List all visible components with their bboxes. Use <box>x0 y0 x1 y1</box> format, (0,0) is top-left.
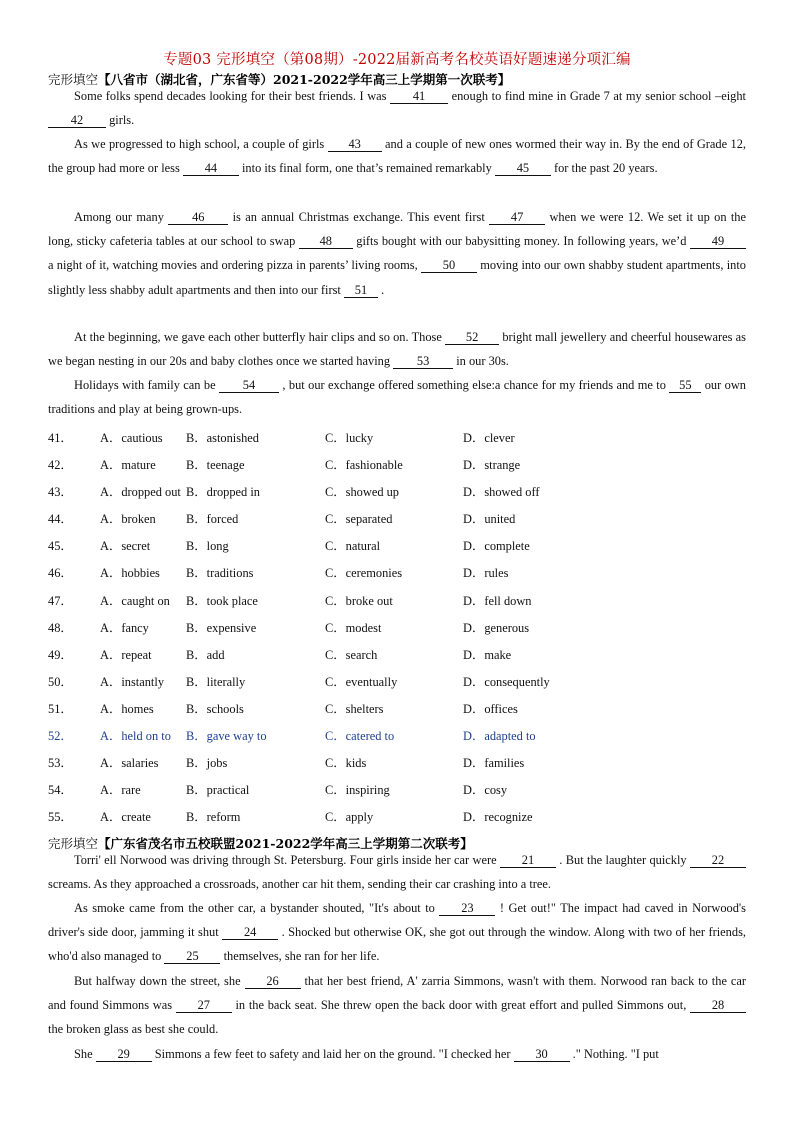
option-c: C．lucky <box>325 431 374 445</box>
option-row <box>48 668 748 695</box>
option-d: D．generous <box>463 620 530 635</box>
option-b: B．practical <box>186 783 250 798</box>
option-d: D．recognize <box>463 810 533 825</box>
option-b: B．dropped in <box>186 485 260 500</box>
blank-26: 26 <box>245 974 301 989</box>
option-b: B．forced <box>186 512 239 527</box>
option-b: B．gave way to <box>186 729 267 744</box>
option-d: D．offices <box>463 701 518 716</box>
blank-45: 45 <box>495 161 551 176</box>
blank-50: 50 <box>421 258 477 273</box>
option-d: D．adapted to <box>463 729 536 744</box>
option-d: D．make <box>463 647 512 662</box>
option-a: A．secret <box>100 539 151 554</box>
blank-46: 46 <box>168 210 228 225</box>
option-c: C．broke out <box>325 593 393 608</box>
option-row <box>48 424 748 451</box>
blank-49: 49 <box>690 234 746 249</box>
option-row <box>48 749 748 776</box>
option-num: 53． <box>48 756 73 771</box>
blank-21: 21 <box>500 853 556 868</box>
option-c: C．shelters <box>325 701 384 716</box>
option-d: D．complete <box>463 539 530 554</box>
option-num: 41． <box>48 431 73 445</box>
passage1-paragraph1: Some folks spend decades looking for their best friends. I was 41 enough to find mine in Grade 7 at my senior school –eight 42 girls. <box>48 84 746 132</box>
option-row <box>48 532 748 559</box>
options-list <box>48 424 748 830</box>
option-a: A．broken <box>100 512 156 527</box>
option-row <box>48 559 748 586</box>
blank-54: 54 <box>219 378 279 393</box>
option-b: B．astonished <box>186 431 259 445</box>
option-a: A．caught on <box>100 593 170 608</box>
blank-29: 29 <box>96 1047 152 1062</box>
passage2-paragraph4: She 29 Simmons a few feet to safety and laid her on the ground. "I checked her 30 ." Nothing. "I put <box>74 1047 659 1061</box>
blank-43: 43 <box>328 137 382 152</box>
option-a: A．homes <box>100 701 154 716</box>
blank-55: 55 <box>669 378 701 393</box>
option-c: C．showed up <box>325 485 399 500</box>
option-a: A．fancy <box>100 620 149 635</box>
option-b: B．traditions <box>186 566 254 581</box>
option-b: B．expensive <box>186 620 257 635</box>
option-b: B．schools <box>186 701 244 716</box>
option-b: B．long <box>186 539 229 554</box>
option-row <box>48 478 748 505</box>
option-row <box>48 587 748 614</box>
passage2-paragraph3: But halfway down the street, she 26 that her best friend, A' zarria Simmons, wasn't with them. Norwood ran back to the car and found Simmons was 27 in the back seat. She threw open the back door with great effort and pulled Simmons out, 28 the broken glass as best she could. <box>48 974 747 1037</box>
option-b: B．reform <box>186 810 241 825</box>
option-d: D．families <box>463 756 525 771</box>
option-a: A．dropped out <box>100 485 181 500</box>
option-num: 43． <box>48 485 73 500</box>
passage1-paragraph4: At the beginning, we gave each other butterfly hair clips and so on. Those 52 bright mall jewellery and cheerful housewares as we began nesting in our 20s and baby clothes once we started having 53 in our 30s. <box>48 330 746 369</box>
option-b: B．jobs <box>186 756 228 771</box>
option-a: A．cautious <box>100 431 163 445</box>
option-d: D．consequently <box>463 674 550 689</box>
passage2-paragraph1: Torri' ell Norwood was driving through St. Petersburg. Four girls inside her car were 21 . But the laughter quickly 22 screams. As they approached a crossroads, another car hit them, sending their car crashing into a tree. <box>48 848 746 896</box>
option-b: B．took place <box>186 593 258 608</box>
option-c: C．separated <box>325 512 393 527</box>
option-c: C．eventually <box>325 674 398 689</box>
option-b: B．teenage <box>186 458 245 473</box>
option-d: D．rules <box>463 566 509 581</box>
blank-25: 25 <box>164 949 220 964</box>
blank-28: 28 <box>690 998 746 1013</box>
option-c: C．search <box>325 647 378 662</box>
option-d: D．showed off <box>463 485 540 500</box>
option-c: C．kids <box>325 756 367 771</box>
option-row <box>48 776 748 803</box>
option-num: 45． <box>48 539 73 554</box>
option-row <box>48 641 748 668</box>
blank-27: 27 <box>176 998 232 1013</box>
option-c: C．catered to <box>325 729 395 744</box>
passage1-paragraph5: Holidays with family can be 54 , but our exchange offered something else:a chance for my friends and me to 55 our own traditions and play at being grown-ups. <box>48 378 746 417</box>
option-d: D．fell down <box>463 593 532 608</box>
blank-41: 41 <box>390 89 448 104</box>
option-c: C．ceremonies <box>325 566 403 581</box>
option-d: D．clever <box>463 431 515 445</box>
option-b: B．literally <box>186 674 246 689</box>
option-c: C．inspiring <box>325 783 390 798</box>
option-d: D．strange <box>463 458 521 473</box>
option-num: 52． <box>48 729 73 744</box>
option-num: 54． <box>48 783 73 798</box>
option-c: C．natural <box>325 539 381 554</box>
blank-22: 22 <box>690 853 746 868</box>
option-row <box>48 505 748 532</box>
option-b: B．add <box>186 647 225 662</box>
option-a: A．mature <box>100 458 156 473</box>
option-c: C．apply <box>325 810 374 825</box>
option-num: 50． <box>48 674 73 689</box>
option-d: D．united <box>463 512 516 527</box>
option-a: A．salaries <box>100 756 159 771</box>
blank-48: 48 <box>299 234 353 249</box>
option-row <box>48 803 748 830</box>
option-row <box>48 614 748 641</box>
option-num: 49． <box>48 647 73 662</box>
option-a: A．rare <box>100 783 141 798</box>
option-a: A．instantly <box>100 674 165 689</box>
blank-24: 24 <box>222 925 278 940</box>
option-num: 55． <box>48 810 73 825</box>
option-row <box>48 695 748 722</box>
passage1-paragraph3: Among our many 46 is an annual Christmas exchange. This event first 47 when we were 12. We set it up on the long, sticky cafeteria tables at our school to swap 48 gifts bought with our babysitting money. In following years, we’d 49 a night of it, watching movies and ordering pizza in parents’ living rooms, 50 moving into our own shabby student apartments, into slightly less shabby adult apartments and then into our first 51 . <box>48 210 747 297</box>
option-a: A．hobbies <box>100 566 160 581</box>
blank-44: 44 <box>183 161 239 176</box>
option-row <box>48 451 748 478</box>
option-c: C．fashionable <box>325 458 403 473</box>
option-a: A．create <box>100 810 151 825</box>
option-num: 44． <box>48 512 73 527</box>
blank-30: 30 <box>514 1047 570 1062</box>
blank-53: 53 <box>393 354 453 369</box>
option-a: A．repeat <box>100 647 152 662</box>
option-num: 46． <box>48 566 73 581</box>
passage1-paragraph2: As we progressed to high school, a couple of girls 43 and a couple of new ones wormed their way in. By the end of Grade 12, the group had more or less 44 into its final form, one that’s remained remarkably 45 for the past 20 years. <box>48 137 746 176</box>
document-title: 专题03 完形填空（第08期）-2022届新高考名校英语好题速递分项汇编 <box>163 52 631 68</box>
blank-52: 52 <box>445 330 499 345</box>
blank-42: 42 <box>48 113 106 128</box>
section2-label: 完形填空 <box>48 836 99 851</box>
passage2-paragraph2: As smoke came from the other car, a bystander shouted, "It's about to 23 ! Get out!" The impact had caved in Norwood's driver's side door, jamming it shut 24 . Shocked but otherwise OK, she got out through the window. Along with two of her friends, who'd also managed to 25 themselves, she ran for her life. <box>48 901 746 964</box>
option-row <box>48 722 748 749</box>
blank-23: 23 <box>439 901 495 916</box>
section1-label: 完形填空 <box>48 72 99 87</box>
option-d: D．cosy <box>463 783 508 798</box>
section1-source: 【八省市（湖北省，广东省等）2021-2022学年高三上学期第一次联考】 <box>98 72 511 87</box>
option-num: 47． <box>48 593 73 608</box>
option-num: 42． <box>48 458 73 473</box>
section2-source: 【广东省茂名市五校联盟2021-2022学年高三上学期第二次联考】 <box>98 836 473 851</box>
blank-47: 47 <box>489 210 545 225</box>
option-num: 48． <box>48 620 73 635</box>
option-num: 51． <box>48 701 73 716</box>
option-a: A．held on to <box>100 729 171 744</box>
option-c: C．modest <box>325 620 382 635</box>
blank-51: 51 <box>344 283 378 298</box>
